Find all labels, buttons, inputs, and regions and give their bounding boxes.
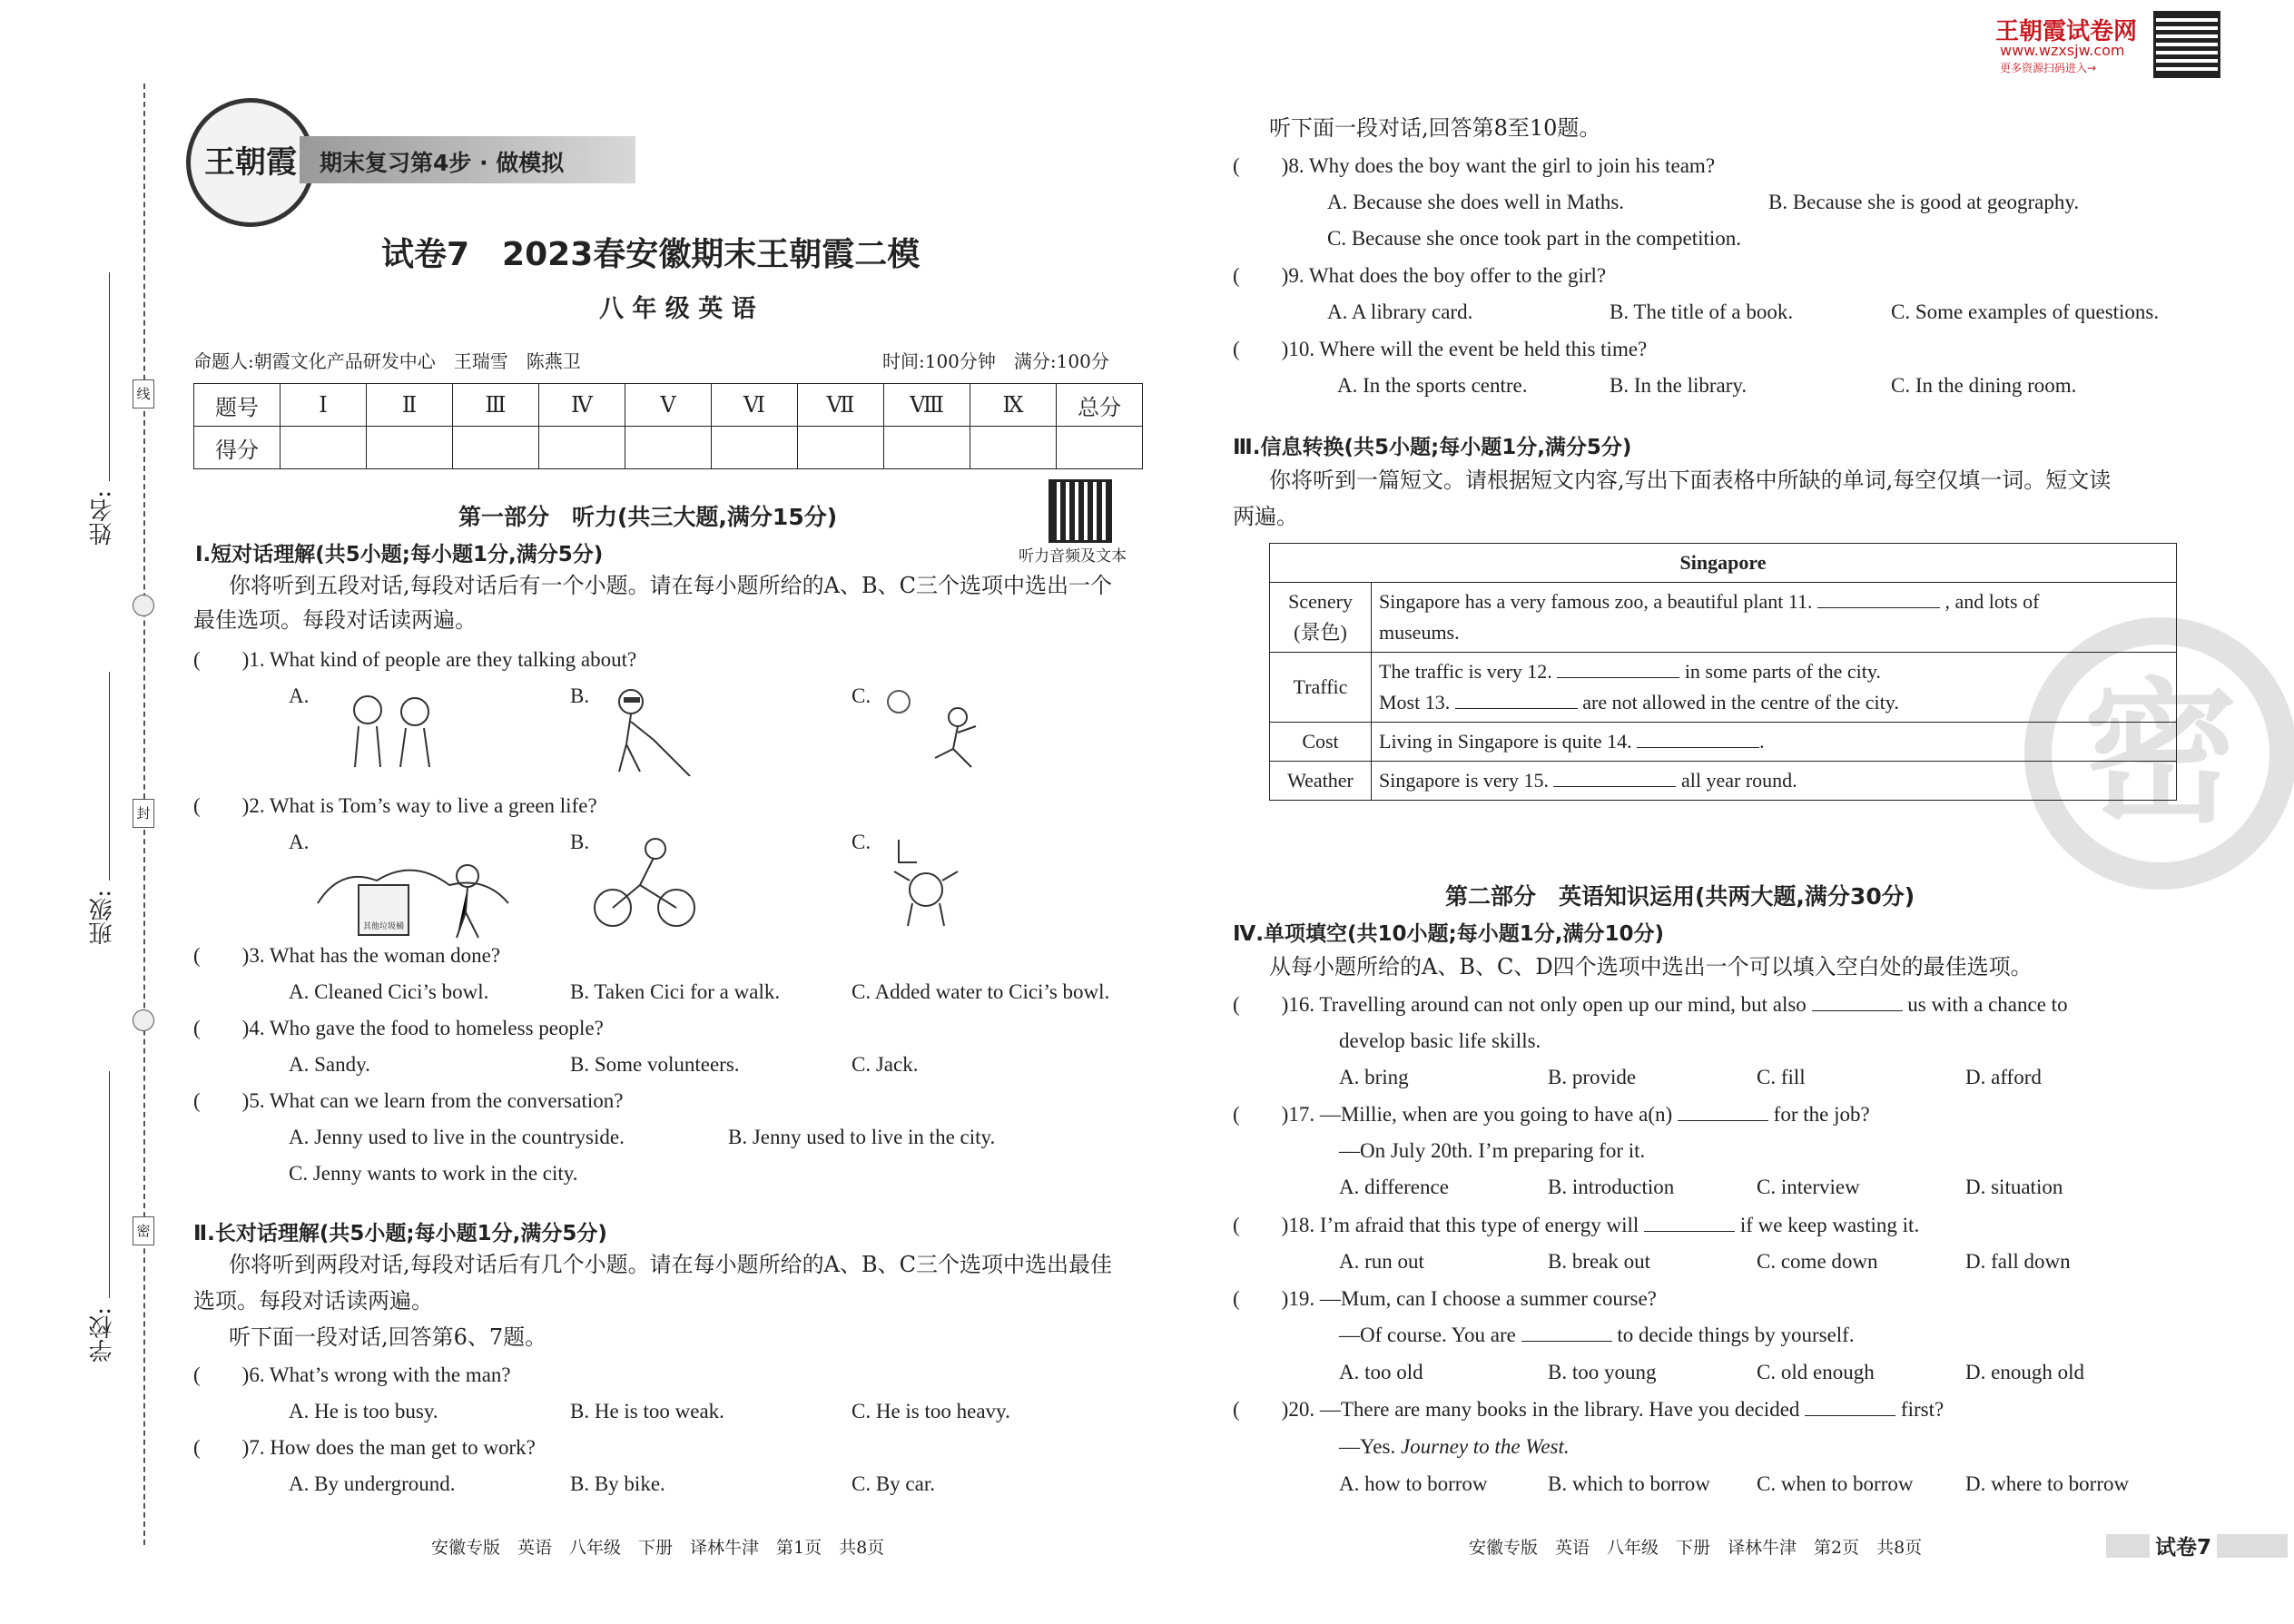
q5-option-b[interactable]: B. Jenny used to live in the city. xyxy=(728,1126,996,1148)
question-5: ( )5. What can we learn from the conversation? xyxy=(193,1089,624,1112)
question-4: ( )4. Who gave the food to homeless people? xyxy=(193,1017,604,1039)
question-19: ( )19. —Mum, can I choose a summer course? xyxy=(1233,1287,1657,1310)
q9-option-c[interactable]: C. Some examples of questions. xyxy=(1891,300,2160,323)
binding-hole xyxy=(133,1009,154,1031)
table-row xyxy=(1270,583,2177,653)
logo-badge xyxy=(186,98,315,227)
step-text: 期末复习第4步 · 做模拟 xyxy=(320,150,565,176)
score-header: Ⅰ xyxy=(281,384,367,427)
q18-option-b[interactable]: B. break out xyxy=(1548,1250,1651,1273)
q8-option-b[interactable]: B. Because she is good at geography. xyxy=(1768,191,2080,213)
step-banner xyxy=(300,136,635,183)
q10-option-c[interactable]: C. In the dining room. xyxy=(1891,374,2077,397)
q7-option-a[interactable]: A. By underground. xyxy=(289,1472,456,1495)
class-field[interactable] xyxy=(109,672,110,881)
q18-option-a[interactable]: A. run out xyxy=(1339,1250,1424,1273)
section1-intro: 最佳选项。每段对话读两遍。 xyxy=(193,607,477,633)
q17-option-d[interactable]: D. situation xyxy=(1965,1176,2063,1198)
row-value: Singapore has a very famous zoo, a beautiful plant 11. , and lots of museums. xyxy=(1372,583,2177,653)
intro-8-10: 听下面一段对话,回答第8至10题。 xyxy=(1269,115,1601,141)
q2-option-a[interactable]: A. xyxy=(289,831,310,853)
binding-mark-feng: 封 xyxy=(133,799,154,828)
cycling-boy-icon xyxy=(590,835,699,930)
row-value: Living in Singapore is quite 14. . xyxy=(1372,723,2177,762)
qr-label: 听力音频及文本 xyxy=(1019,547,1127,566)
school-label: 学校: xyxy=(89,1307,116,1363)
q5-option-c[interactable]: C. Jenny wants to work in the city. xyxy=(289,1162,578,1185)
table-row xyxy=(1270,762,2177,801)
singapore-table xyxy=(1269,543,2177,801)
question-18: ( )18. I’m afraid that this type of energy will if we keep wasting it. xyxy=(1233,1214,1920,1236)
score-cell[interactable] xyxy=(539,427,625,469)
class-label: 班级: xyxy=(89,890,116,945)
q20-option-b[interactable]: B. which to borrow xyxy=(1548,1472,1710,1495)
score-cell[interactable] xyxy=(884,427,970,469)
score-cell[interactable] xyxy=(1057,427,1143,469)
authors: 命题人:朝霞文化产品研发中心 王瑞雪 陈燕卫 xyxy=(193,350,581,372)
q10-option-a[interactable]: A. In the sports centre. xyxy=(1337,374,1528,397)
q6-option-c[interactable]: C. He is too heavy. xyxy=(852,1400,1010,1422)
q4-option-a[interactable]: A. Sandy. xyxy=(289,1053,370,1076)
blank-19[interactable] xyxy=(1521,1323,1612,1342)
q17-option-b[interactable]: B. introduction xyxy=(1548,1176,1675,1198)
q9-option-b[interactable]: B. The title of a book. xyxy=(1610,300,1794,323)
watermark-text: 密 xyxy=(2082,663,2238,844)
score-cell[interactable] xyxy=(970,427,1057,469)
score-cell[interactable] xyxy=(281,427,367,469)
blank-15[interactable] xyxy=(1553,768,1676,787)
question-6: ( )6. What’s wrong with the man? xyxy=(193,1363,511,1386)
q19-line2: —Of course. You are to decide things by yourself. xyxy=(1339,1324,1855,1346)
q9-option-a[interactable]: A. A library card. xyxy=(1327,300,1473,323)
q2-option-c[interactable]: C. xyxy=(852,831,871,853)
score-cell[interactable] xyxy=(712,427,798,469)
row-key: Weather xyxy=(1270,762,1372,801)
blind-man-icon xyxy=(599,685,699,776)
score-cell[interactable] xyxy=(798,427,884,469)
q16-option-d[interactable]: D. afford xyxy=(1965,1066,2042,1088)
question-20: ( )20. —There are many books in the library. Have you decided first? xyxy=(1233,1398,1944,1421)
score-header: Ⅴ xyxy=(625,384,712,427)
brand-qr-icon[interactable] xyxy=(2153,11,2220,78)
q10-option-b[interactable]: B. In the library. xyxy=(1610,374,1748,397)
blank-12[interactable] xyxy=(1557,659,1679,678)
question-8: ( )8. Why does the boy want the girl to join his team? xyxy=(1233,154,1716,177)
q2-option-b[interactable]: B. xyxy=(570,831,590,853)
section1-intro: 你将听到五段对话,每段对话后有一个小题。请在每小题所给的A、B、C三个选项中选出一个 xyxy=(229,573,1112,598)
q17-line2: —On July 20th. I’m preparing for it. xyxy=(1339,1139,1646,1162)
q3-option-b[interactable]: B. Taken Cici for a walk. xyxy=(570,980,781,1003)
row-value: Singapore is very 15. all year round. xyxy=(1372,762,2177,801)
q6-option-a[interactable]: A. He is too busy. xyxy=(289,1400,438,1422)
bin-label: 其他垃圾桶 xyxy=(363,922,405,931)
score-header: Ⅱ xyxy=(367,384,453,427)
name-label: 姓名: xyxy=(89,490,116,546)
table-row xyxy=(1270,723,2177,762)
footer-right: 安徽专版 英语 八年级 下册 译林牛津 第2页 共8页 xyxy=(1469,1538,1923,1558)
score-cell[interactable] xyxy=(367,427,453,469)
q1-option-a[interactable]: A. xyxy=(289,684,310,707)
blank-13[interactable] xyxy=(1455,690,1578,709)
q7-option-b[interactable]: B. By bike. xyxy=(570,1472,665,1495)
score-header: Ⅳ xyxy=(539,384,625,427)
page-title: 试卷7 2023春安徽期末王朝霞二模 xyxy=(381,236,921,273)
section1-title: Ⅰ.短对话理解(共5小题;每小题1分,满分5分) xyxy=(195,543,604,566)
section2-intro: 听下面一段对话,回答第6、7题。 xyxy=(229,1324,547,1350)
section3-title: Ⅲ.信息转换(共5小题;每小题1分,满分5分) xyxy=(1233,436,1632,459)
q3-option-a[interactable]: A. Cleaned Cici’s bowl. xyxy=(289,980,489,1003)
two-kids-icon xyxy=(340,690,449,772)
q20-line2: —Yes. Journey to the West. xyxy=(1339,1435,1570,1458)
binding-hole xyxy=(133,595,154,616)
q18-option-c[interactable]: C. come down xyxy=(1757,1250,1878,1273)
time-info: 时间:100分钟 满分:100分 xyxy=(882,350,1109,372)
q8-option-a[interactable]: A. Because she does well in Maths. xyxy=(1327,191,1625,213)
q17-option-a[interactable]: A. difference xyxy=(1339,1176,1449,1198)
blank-20[interactable] xyxy=(1805,1397,1895,1416)
table-row xyxy=(1270,653,2177,723)
q1-option-c[interactable]: C. xyxy=(852,684,871,707)
blank-18[interactable] xyxy=(1644,1213,1735,1232)
q3-option-c[interactable]: C. Added water to Cici’s bowl. xyxy=(852,980,1110,1003)
question-1: ( )1. What kind of people are they talking about? xyxy=(193,648,637,671)
score-cell[interactable] xyxy=(453,427,539,469)
binding-mark-xian: 线 xyxy=(133,379,154,408)
brand-title[interactable]: 王朝霞试卷网 xyxy=(1995,18,2138,45)
part1-title: 第一部分 听力(共三大题,满分15分) xyxy=(458,504,838,530)
blank-11[interactable] xyxy=(1817,589,1940,608)
q4-option-b[interactable]: B. Some volunteers. xyxy=(570,1053,740,1076)
score-cell[interactable] xyxy=(625,427,712,469)
q16-option-a[interactable]: A. bring xyxy=(1339,1066,1409,1088)
q19-option-b[interactable]: B. too young xyxy=(1548,1361,1657,1383)
q5-option-a[interactable]: A. Jenny used to live in the countryside. xyxy=(289,1126,625,1148)
name-field[interactable] xyxy=(109,272,110,481)
logo-text: 王朝霞 xyxy=(204,144,297,181)
qr-code-icon[interactable] xyxy=(1049,479,1112,543)
kicking-person-icon xyxy=(871,685,989,776)
score-table xyxy=(193,383,1143,469)
school-field[interactable] xyxy=(109,1071,110,1298)
shower-girl-icon xyxy=(881,835,971,930)
blank-17[interactable] xyxy=(1678,1102,1768,1121)
subject-title: 八 年 级 英 语 xyxy=(599,295,756,323)
q1-option-b[interactable]: B. xyxy=(570,684,590,707)
blank-16[interactable] xyxy=(1812,992,1903,1011)
q6-option-b[interactable]: B. He is too weak. xyxy=(570,1400,724,1422)
q19-option-d[interactable]: D. enough old xyxy=(1965,1361,2084,1383)
q16-option-c[interactable]: C. fill xyxy=(1757,1066,1806,1088)
section3-intro: 你将听到一篇短文。请根据短文内容,写出下面表格中所缺的单词,每空仅填一词。短文读 xyxy=(1269,468,2112,493)
score-row-label: 得分 xyxy=(194,427,281,469)
section2-intro: 你将听到两段对话,每段对话后有几个小题。请在每小题所给的A、B、C三个选项中选出最佳 xyxy=(229,1252,1112,1277)
row-key: Traffic xyxy=(1270,653,1372,723)
question-7: ( )7. How does the man get to work? xyxy=(193,1436,536,1459)
question-16: ( )16. Travelling around can not only open up our mind, but also us with a chance to xyxy=(1233,993,2068,1016)
score-header: Ⅲ xyxy=(453,384,539,427)
q20-option-d[interactable]: D. where to borrow xyxy=(1965,1472,2130,1495)
brand-url[interactable]: www.wzxsjw.com xyxy=(2000,42,2125,59)
q8-option-c[interactable]: C. Because she once took part in the competition. xyxy=(1327,227,1742,250)
question-9: ( )9. What does the boy offer to the girl? xyxy=(1233,264,1607,287)
recycling-bin-icon xyxy=(313,849,513,940)
part2-title: 第二部分 英语知识运用(共两大题,满分30分) xyxy=(1445,883,1915,910)
blank-14[interactable] xyxy=(1637,729,1759,748)
score-header: 总分 xyxy=(1057,384,1143,427)
footer-left: 安徽专版 英语 八年级 下册 译林牛津 第1页 共8页 xyxy=(431,1538,885,1558)
section3-intro: 两遍。 xyxy=(1233,504,1298,529)
question-10: ( )10. Where will the event be held this time? xyxy=(1233,338,1648,360)
q7-option-c[interactable]: C. By car. xyxy=(852,1472,935,1495)
footer-tag: 试卷7 xyxy=(2150,1530,2217,1560)
q20-option-a[interactable]: A. how to borrow xyxy=(1339,1472,1488,1495)
q4-option-c[interactable]: C. Jack. xyxy=(852,1053,919,1076)
table-header: Singapore xyxy=(1270,544,2177,583)
q19-option-a[interactable]: A. too old xyxy=(1339,1361,1423,1383)
row-key: Scenery (景色) xyxy=(1270,583,1372,653)
q18-option-d[interactable]: D. fall down xyxy=(1965,1250,2071,1273)
question-17: ( )17. —Millie, when are you going to have a(n) for the job? xyxy=(1233,1103,1870,1126)
section4-title: Ⅳ.单项填空(共10小题;每小题1分,满分10分) xyxy=(1233,922,1664,946)
row-key: Cost xyxy=(1270,723,1372,762)
q16-line2: develop basic life skills. xyxy=(1339,1029,1541,1052)
q17-option-c[interactable]: C. interview xyxy=(1757,1176,1860,1198)
score-header: Ⅸ xyxy=(970,384,1057,427)
score-header: Ⅶ xyxy=(798,384,884,427)
question-3: ( )3. What has the woman done? xyxy=(193,944,501,967)
score-header: Ⅵ xyxy=(712,384,798,427)
section4-intro: 从每小题所给的A、B、C、D四个选项中选出一个可以填入空白处的最佳选项。 xyxy=(1269,954,2033,979)
score-header: Ⅷ xyxy=(884,384,970,427)
score-header: 题号 xyxy=(194,384,281,427)
q16-option-b[interactable]: B. provide xyxy=(1548,1066,1637,1088)
question-2: ( )2. What is Tom’s way to live a green life? xyxy=(193,794,597,817)
section2-intro: 选项。每段对话读两遍。 xyxy=(193,1288,433,1314)
row-value: The traffic is very 12. in some parts of the city. Most 13. are not allowed in the centre of the city. xyxy=(1372,653,2177,723)
binding-mark-mi: 密 xyxy=(133,1216,154,1245)
q20-option-c[interactable]: C. when to borrow xyxy=(1757,1472,1914,1495)
brand-sub: 更多资源扫码进入→ xyxy=(2000,62,2097,74)
q19-option-c[interactable]: C. old enough xyxy=(1757,1361,1875,1383)
section2-title: Ⅱ.长对话理解(共5小题;每小题1分,满分5分) xyxy=(193,1222,607,1245)
